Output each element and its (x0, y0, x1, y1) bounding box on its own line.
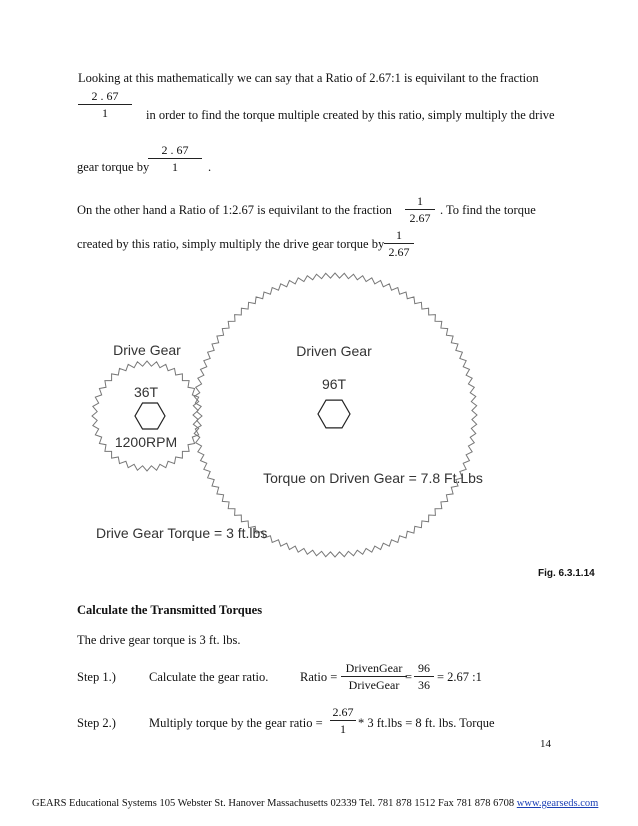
footer (32, 798, 598, 809)
other-line-2: created by this ratio, simply multiply the drive gear torque by (77, 237, 385, 251)
fraction-numerator: 2 . 67 (161, 143, 189, 157)
fraction-bar (330, 720, 356, 721)
fraction-denominator: 36 (418, 678, 430, 692)
ratio-label: Ratio = (300, 670, 338, 684)
figure-caption: Fig. 6.3.1.14 (538, 568, 595, 579)
driven-gear-teeth: 96T (321, 376, 347, 392)
drive-gear-torque: Drive Gear Torque = 3 ft.lbs (96, 525, 268, 541)
step-1-label: Step 1.) (77, 670, 116, 684)
fraction-denominator: 2.67 (409, 211, 431, 225)
fraction-numerator: 1 (396, 228, 402, 242)
other-line-1-tail: . To find the torque (440, 203, 536, 217)
driven-gear-hex-hub (318, 400, 350, 428)
fraction-2-67-over-1-step2 (330, 705, 356, 736)
fraction-denominator: 1 (102, 106, 108, 120)
fraction-driven-over-drive (341, 661, 407, 692)
drive-gear-hex-hub (135, 403, 165, 429)
intro-line-2: in order to find the torque multiple created by this ratio, simply multiply the drive (146, 108, 555, 122)
footer-contact-text: GEARS Educational Systems 105 Webster St. Hanover Massachusetts 02339 Tel. 781 878 1512 Fax 781 878 6708 (32, 798, 515, 809)
step-1-text: Calculate the gear ratio. (149, 670, 269, 684)
fraction-1-over-2-67 (405, 194, 435, 225)
other-line-1: On the other hand a Ratio of 1:2.67 is equivilant to the fraction (77, 203, 392, 217)
drive-gear-outline (92, 361, 202, 471)
step-2-label: Step 2.) (77, 716, 116, 730)
step-2-text: Multiply torque by the gear ratio = (149, 716, 323, 730)
footer-website-link[interactable]: www.gearseds.com (516, 798, 599, 809)
fraction-denominator: DriveGear (348, 678, 400, 692)
fraction-2-67-over-1 (78, 89, 132, 120)
drive-gear-label: Drive Gear (113, 342, 181, 358)
drive-gear-teeth: 36T (133, 384, 159, 400)
fraction-bar (384, 243, 414, 244)
driven-gear-torque: Torque on Driven Gear = 7.8 Ft.Lbs (263, 470, 483, 486)
section-heading: Calculate the Transmitted Torques (77, 603, 263, 617)
fraction-denominator: 1 (172, 160, 178, 174)
fraction-bar (414, 676, 434, 677)
fraction-bar (405, 209, 435, 210)
fraction-2-67-over-1-second (148, 143, 202, 174)
intro-line-1: Looking at this mathematically we can say that a Ratio of 2.67:1 is equivilant to the fraction (78, 71, 539, 85)
fraction-denominator: 1 (340, 722, 346, 736)
fraction-bar (78, 104, 132, 105)
fraction-numerator: DrivenGear (345, 661, 403, 675)
equals-sign: = (405, 670, 413, 684)
driven-gear-outline (193, 273, 477, 557)
fraction-numerator: 2.67 (332, 705, 354, 719)
fraction-1-over-2-67-second (384, 228, 414, 259)
fraction-denominator: 2.67 (388, 245, 410, 259)
gear-diagram (0, 268, 638, 558)
drive-gear-rpm: 1200RPM (114, 434, 178, 450)
intro-period: . (208, 160, 212, 174)
drive-torque-statement: The drive gear torque is 3 ft. lbs. (77, 633, 241, 647)
step-2-result: * 3 ft.lbs = 8 ft. lbs. Torque (358, 716, 495, 730)
intro-line-3: gear torque by (77, 160, 150, 174)
fraction-numerator: 96 (418, 661, 430, 675)
fraction-96-over-36 (414, 661, 434, 692)
fraction-bar (148, 158, 202, 159)
fraction-numerator: 2 . 67 (91, 89, 119, 103)
ratio-result: = 2.67 :1 (437, 670, 482, 684)
page-number: 14 (540, 738, 551, 750)
fraction-bar (341, 676, 407, 677)
fraction-numerator: 1 (417, 194, 423, 208)
driven-gear-label: Driven Gear (296, 343, 372, 359)
